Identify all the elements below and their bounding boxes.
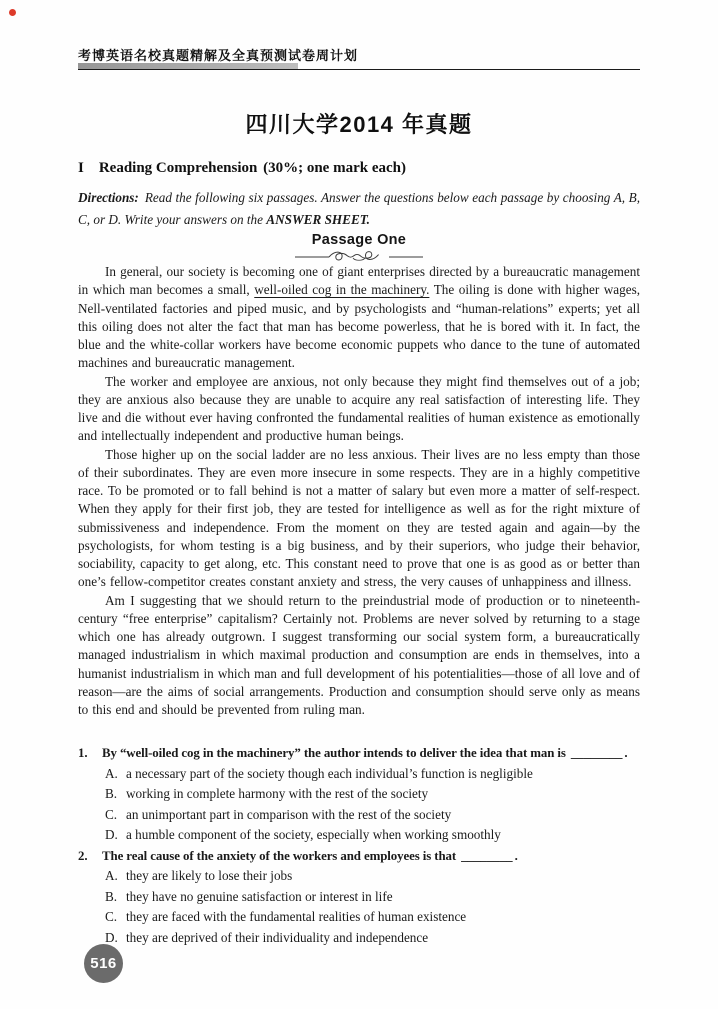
stem-period: . <box>624 746 628 760</box>
directions-emphasis: ANSWER SHEET. <box>266 211 370 227</box>
option-d <box>78 928 640 949</box>
option-label: C. <box>105 806 118 822</box>
paragraph: Am I suggesting that we should return to the preindustrial mode of production or to nineteenth-century “free enterprise” capitalism? Certainly not. Problems are never solved by returning to a stage which one has already outgrown. I suggest transforming our social system form, a bureaucratically managed industrialism in which maximal production and consumption are ends in themselves, into a humanist industrialism in which man and full development of his potentialities—those of all love and of reason—are the aims of social arrangements. Production and consumption should serve only as means to this end and should be prevented from ruling man. <box>78 592 640 717</box>
option-label: B. <box>105 888 118 904</box>
questions-list <box>78 743 640 948</box>
option-text: working in complete harmony with the rest of the society <box>126 786 429 801</box>
page-number-badge: 516 <box>84 944 123 983</box>
question-stem-text: By “well-oiled cog in the machinery” the author intends to deliver the idea that man is <box>102 746 566 760</box>
option-text: they are faced with the fundamental realities of human existence <box>126 909 467 924</box>
option-label: C. <box>105 909 118 924</box>
paragraph: Those higher up on the social ladder are no less anxious. Their lives are no less empty than those of their subordinates. They are even more insecure in some respects. They are in a highly competitive race. To be promoted or to fall behind is not a matter of salary but even more a matter of self-respect. When they apply for their first job, they are tested for intelligence as well as for the right mixture of submissiveness and independence. From the moment on they are tested again and again—by the psychologists, for whom testing is a big business, and by their superiors, who judge their behavior, sociability, capacity to get along, etc. This constant need to prove that one is as good as or better than one’s fellow-competitor creates constant anxiety and stress, the very causes of unhappiness and illness. <box>78 446 640 590</box>
answer-blank: ________ <box>461 848 513 863</box>
option-a <box>78 764 640 785</box>
option-text: they are likely to lose their jobs <box>126 868 293 883</box>
header-rule <box>78 69 640 70</box>
option-label: D. <box>105 827 118 842</box>
book-title: 考博英语名校真题精解及全真预测试卷周计划 <box>78 48 359 63</box>
running-header <box>78 45 640 64</box>
section-heading <box>78 160 640 177</box>
flourish-ornament-icon <box>293 249 425 264</box>
section-numeral: I <box>78 160 84 176</box>
option-text: a humble component of the society, especially when working smoothly <box>126 827 501 842</box>
option-text: an unimportant part in comparison with the rest of the society <box>126 806 452 822</box>
option-text: they are deprived of their individuality and independence <box>126 929 429 945</box>
question-number: 1. <box>78 746 88 760</box>
paragraph: The worker and employee are anxious, not only because they might find themselves out of a job; they are anxious also because they are unable to acquire any real satisfaction of interesting life. They live and die without ever having confronted the fundamental realities of human existence as emotionally and intellectually independent and productive human beings. <box>78 373 640 444</box>
passage-body <box>78 263 640 719</box>
question-number: 2. <box>78 848 88 863</box>
paragraph-text: The oiling is done with higher wages, Nell-ventilated factories and piped music, and by psychologists and “human-relations” experts; yet all this oiling does not alter the fact that man has become powerless, that he is bored with it. In fact, the blue and the white-collar workers have become economic puppets who dance to the tune of automated machines and bureaucratic management. <box>78 282 640 371</box>
question-1 <box>78 743 640 846</box>
option-label: D. <box>105 929 118 945</box>
option-a <box>78 866 640 887</box>
passage-header <box>0 232 718 264</box>
option-b <box>78 887 640 908</box>
underlined-phrase: well-oiled cog in the machinery. <box>254 282 430 298</box>
section-scoring: (30%; one mark each) <box>263 160 406 176</box>
question-stem <box>78 743 640 764</box>
stem-period: . <box>514 848 518 863</box>
passage-title: Passage One <box>311 232 407 248</box>
question-stem <box>78 846 640 867</box>
option-label: A. <box>105 765 118 781</box>
red-dot-marker <box>9 9 16 16</box>
option-d <box>78 825 640 846</box>
paragraph-text: In general, our society is becoming one of giant enterprises directed by a bureaucratic management in which man becomes a small, <box>78 264 640 298</box>
option-c <box>78 805 640 826</box>
option-text: a necessary part of the society though each individual’s function is negligible <box>126 765 533 781</box>
section-title: Reading Comprehension <box>98 160 258 176</box>
question-stem-text: The real cause of the anxiety of the workers and employees is that <box>102 848 457 863</box>
option-c <box>78 907 640 928</box>
answer-blank: ________ <box>570 746 623 760</box>
option-label: B. <box>105 786 118 801</box>
directions <box>78 187 640 230</box>
question-2 <box>78 846 640 949</box>
option-b <box>78 784 640 805</box>
option-text: they have no genuine satisfaction or interest in life <box>126 888 393 904</box>
directions-text: Read the following six passages. Answer the questions below each passage by choosing A, B, C, or D. Write your answers on the <box>78 190 640 227</box>
paragraph <box>78 263 640 373</box>
option-label: A. <box>105 868 118 883</box>
page-title: 四川大学2014 年真题 <box>245 112 473 137</box>
directions-label: Directions: <box>78 190 139 205</box>
